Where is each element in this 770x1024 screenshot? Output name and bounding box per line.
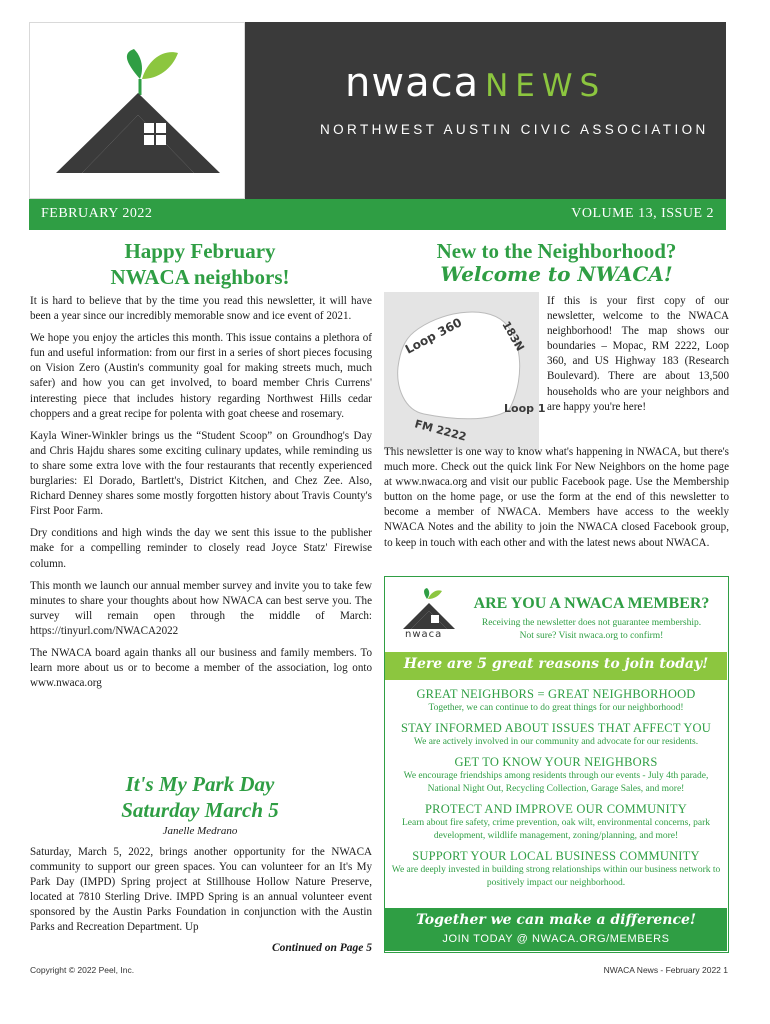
reason-text: We are deeply invested in building strong relationships within our business network to positively impact our neighborhood. bbox=[391, 865, 721, 888]
member-slogan: Together we can make a difference! bbox=[415, 912, 697, 928]
member-sub-line2: Not sure? Visit nwaca.org to confirm! bbox=[519, 631, 664, 641]
new-neighbor-article: This newsletter is one way to know what's happening in NWACA, but there's much more. Check out the quick link For New Neighbors on the home page at www.nwaca.org and visit our public Facebook page. Use the Membership button on the home page, or use the form at the end of this newsletter to become a member of NWACA. Members have access to the weekly NWACA Notes and the ability to join the NWACA closed Facebook group, to keep in touch with each other and with the latest news about NWACA. bbox=[384, 446, 729, 549]
tagline: NORTHWEST AUSTIN CIVIC ASSOCIATION bbox=[320, 122, 709, 137]
welcome-heading-line1: Happy February bbox=[124, 239, 276, 263]
house-icon bbox=[399, 585, 459, 633]
member-subtext bbox=[459, 617, 724, 643]
brand-news: NEWS bbox=[485, 68, 607, 104]
reasons-band bbox=[385, 652, 727, 680]
reason-item bbox=[391, 721, 721, 749]
map-label-loop360: Loop 360 bbox=[402, 315, 465, 357]
paragraph: Dry conditions and high winds the day we sent this issue to the publisher make for a compelling reminder to closely read Joyce Statz' Firewise column. bbox=[30, 527, 372, 570]
park-heading-line2: Saturday March 5 bbox=[121, 798, 279, 822]
reason-title: STAY INFORMED ABOUT ISSUES THAT AFFECT YOU bbox=[400, 721, 711, 735]
boundary-map bbox=[384, 292, 546, 450]
member-logo-text: nwaca bbox=[405, 629, 443, 640]
brand-title bbox=[345, 60, 606, 106]
copyright: Copyright © 2022 Peel, Inc. bbox=[30, 965, 135, 975]
new-neighbor-heading: New to the Neighborhood? bbox=[436, 239, 677, 263]
house-leaf-icon bbox=[30, 23, 246, 200]
reasons-band-text: Here are 5 great reasons to join today! bbox=[403, 656, 709, 672]
member-sub-line1: Receiving the newsletter does not guarantee membership. bbox=[481, 618, 702, 628]
issue-date: FEBRUARY 2022 bbox=[41, 206, 153, 221]
reasons-list bbox=[391, 687, 721, 896]
date-band bbox=[29, 199, 726, 230]
reason-title: PROTECT AND IMPROVE OUR COMMUNITY bbox=[425, 802, 687, 816]
reason-item bbox=[391, 687, 721, 715]
brand-nwaca: nwaca bbox=[345, 60, 480, 106]
paragraph: It is hard to believe that by the time you read this newsletter, it will have been a year since our incredibly memorable snow and ice event of 2021. bbox=[30, 295, 372, 323]
park-heading-line1: It's My Park Day bbox=[125, 772, 275, 796]
byline: Janelle Medrano bbox=[162, 825, 238, 837]
reason-text: We encourage friendships among residents through our events - July 4th parade, National Night Out, Recycling Collection, Garage Sales, and more! bbox=[403, 771, 709, 794]
paragraph: This month we launch our annual member survey and invite you to take few minutes to share your thoughts about how NWACA can best serve you. The survey will remain open through the middle of March: https://tinyurl.com/NWACA2022 bbox=[30, 579, 372, 637]
reason-title: GET TO KNOW YOUR NEIGHBORS bbox=[454, 755, 658, 769]
logo bbox=[29, 22, 245, 199]
reason-text: We are actively involved in our community and advocate for our residents. bbox=[413, 737, 699, 747]
new-neighbor-subheading: Welcome to NWACA! bbox=[440, 262, 673, 286]
paragraph: The NWACA board again thanks all our business and family members. To learn more about us or to become a member of the association, log onto www.nwaca.org bbox=[30, 646, 372, 690]
park-day-heading bbox=[30, 771, 370, 823]
masthead bbox=[29, 22, 726, 230]
map-label-183: 183N bbox=[499, 319, 527, 354]
paragraph: We hope you enjoy the articles this month. This issue contains a plethora of fun and useful information: from our first in a series of short pieces focusing on Vision Zero (Austin's community goal for making streets much, much safer) and how you can get involved, to board member Chris Currens' interesting piece that includes history regarding Northwest Hills cedar choppers and a great recipe for polenta with goat cheese and rosemary. bbox=[30, 332, 372, 420]
reason-item bbox=[391, 849, 721, 890]
reason-text: Learn about fire safety, crime prevention, oak wilt, environmental concerns, park development, wildlife management, zoning/planning, and more! bbox=[401, 818, 710, 841]
map-label-loop1: Loop 1 bbox=[504, 402, 546, 415]
reason-title: GREAT NEIGHBORS = GREAT NEIGHBORHOOD bbox=[416, 687, 696, 701]
page-footer: NWACA News - February 2022 1 bbox=[603, 965, 728, 975]
map-description: If this is your first copy of our newsletter, welcome to the NWACA neighborhood! The map shows our boundaries – Mopac, RM 2222, Loop 360, and US Highway 183 (Research Boulevard). There are about 13,500 households who are your neighbors and are happy you're here! bbox=[547, 295, 729, 413]
map-graphic bbox=[384, 292, 546, 450]
join-link[interactable]: JOIN TODAY @ NWACA.ORG/MEMBERS bbox=[442, 933, 670, 945]
title-box bbox=[245, 22, 726, 199]
reason-item bbox=[391, 755, 721, 796]
reason-text: Together, we can continue to do great things for our neighborhood! bbox=[428, 703, 684, 713]
map-label-fm2222: FM 2222 bbox=[413, 417, 468, 444]
welcome-heading bbox=[30, 238, 370, 290]
member-heading: ARE YOU A NWACA MEMBER? bbox=[473, 595, 710, 612]
membership-box bbox=[384, 576, 729, 953]
park-day-article: Saturday, March 5, 2022, brings another opportunity for the NWACA community to support our green spaces. You can volunteer for an It's My Park Day (IMPD) Spring project at Stillhouse Hollow Nature Preserve, located at 7810 Sterling Drive. IMPD Spring is an annual volunteer event sponsored by the Austin Parks Foundation in conjunction with the Austin Parks and Recreation Department. Up bbox=[30, 846, 372, 934]
paragraph: Kayla Winer-Winkler brings us the “Student Scoop” on Groundhog's Day and Chris Hajdu shares some exciting culinary updates, while reminding us to share some extra love with the four restaurants that recently experienced burglaries: El Dorado, Bartlett's, District Kitchen, and Chez Zee. Also, Richard Denney shares some mostly forgotten history about Travis County's First Poor Farm. bbox=[30, 429, 372, 518]
member-footer-band bbox=[385, 908, 727, 951]
reason-item bbox=[391, 802, 721, 843]
reason-title: SUPPORT YOUR LOCAL BUSINESS COMMUNITY bbox=[412, 849, 700, 863]
issue-volume: VOLUME 13, ISSUE 2 bbox=[571, 206, 714, 221]
welcome-article bbox=[30, 294, 372, 698]
continued-link: Continued on Page 5 bbox=[271, 942, 372, 954]
welcome-heading-line2: NWACA neighbors! bbox=[110, 265, 290, 289]
